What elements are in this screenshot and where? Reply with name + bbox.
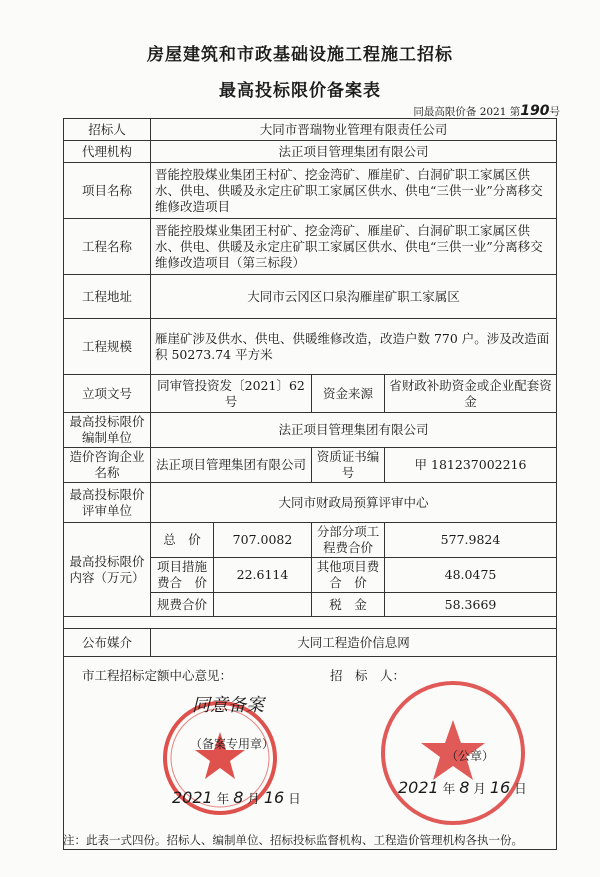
scale-value: 雁崖矿涉及供水、供电、供暖维修改造，改造户数 770 户。涉及改造面积 50273.74 平方米 (151, 319, 557, 375)
subitem-label: 分部分项工程费合价 (312, 523, 385, 558)
fee-label: 规费合价 (151, 593, 214, 617)
footnote: 注：此表一式四份。招标人、编制单位、招标投标监督机构、工程造价管理机构各执一份。 (63, 833, 523, 847)
other-label: 其他项目费合 价 (312, 558, 385, 593)
agency-value: 法正项目管理集团有限公司 (151, 141, 557, 163)
row-review (64, 483, 557, 523)
filing-date-d: 日 (288, 791, 301, 806)
tenderer-date-year: 2021 (398, 778, 439, 797)
price-label: 最高投标限价内容（万元） (64, 523, 151, 617)
compiler-value: 法正项目管理集团有限公司 (151, 413, 557, 448)
doc-number-handwritten: 190 (520, 103, 550, 119)
row-project-name (64, 163, 557, 219)
row-scale (64, 319, 557, 375)
row-media (64, 629, 557, 657)
media-value: 大同工程造价信息网 (151, 629, 557, 657)
project-name-label: 项目名称 (64, 163, 151, 219)
tax-value: 58.3669 (385, 593, 557, 617)
review-value: 大同市财政局预算评审中心 (151, 483, 557, 523)
scale-label: 工程规模 (64, 319, 151, 375)
measures-value: 22.6114 (214, 558, 312, 593)
center-opinion-label: 市工程招标定额中心意见： (82, 668, 233, 683)
total-label: 总 价 (151, 523, 214, 558)
filing-seal-note: （备案专用章） (190, 737, 275, 751)
engineering-name-value: 晋能控股煤业集团王村矿、挖金湾矿、雁崖矿、白洞矿职工家属区供水、供电、供暖及永定庄矿职工家属区供水、供电“三供一业”分离移交维修改造项目（第三标段） (151, 219, 557, 275)
row-price-total (64, 523, 557, 558)
spacer-cell (64, 617, 557, 629)
tenderer-value: 大同市晋瑞物业管理有限责任公司 (151, 119, 557, 141)
row-address (64, 275, 557, 319)
other-value: 48.0475 (385, 558, 557, 593)
doc-number (413, 103, 560, 119)
row-engineering-name (64, 219, 557, 275)
cert-value: 甲 181237002216 (385, 448, 557, 483)
review-label: 最高投标限价评审单位 (64, 483, 151, 523)
subitem-value: 577.9824 (385, 523, 557, 558)
fee-value (214, 593, 312, 617)
approval-value: 同审管投资发〔2021〕62 号 (151, 375, 312, 413)
doc-title-line2: 最高投标限价备案表 (219, 81, 381, 101)
tenderer-date-m: 月 (473, 781, 486, 796)
total-value: 707.0082 (214, 523, 312, 558)
tenderer-label: 招标人 (64, 119, 151, 141)
funding-label: 资金来源 (312, 375, 385, 413)
filing-form-table (63, 118, 557, 850)
company-seal-note: （公章） (446, 749, 495, 763)
doc-title-line1: 房屋建筑和市政基础设施工程施工招标 (147, 45, 453, 65)
row-spacer (64, 617, 557, 629)
approval-handwriting: 同意备案 (192, 695, 264, 716)
row-agency (64, 141, 557, 163)
engineering-name-label: 工程名称 (64, 219, 151, 275)
address-value: 大同市云冈区口泉沟雁崖矿职工家属区 (151, 275, 557, 319)
filing-date-m: 月 (247, 791, 260, 806)
doc-number-prefix: 同最高限价备 2021 第 (413, 106, 521, 118)
signature-cell (64, 657, 557, 850)
tax-label: 税 金 (312, 593, 385, 617)
filing-date-y: 年 (216, 791, 230, 806)
filing-date (172, 790, 301, 807)
row-signatures (64, 657, 557, 850)
doc-number-suffix: 号 (549, 106, 560, 118)
filing-date-day: 16 (263, 788, 285, 807)
compiler-label: 最高投标限价编制单位 (64, 413, 151, 448)
tenderer-date (398, 780, 527, 797)
media-label: 公布媒介 (64, 629, 151, 657)
tenderer-date-d: 日 (514, 781, 527, 796)
measures-label: 项目措施费合 价 (151, 558, 214, 593)
approval-label: 立项文号 (64, 375, 151, 413)
row-consult-cert (64, 448, 557, 483)
consult-label: 造价咨询企业名称 (64, 448, 151, 483)
tenderer-sign-label: 招 标 人： (330, 668, 406, 683)
project-name-value: 晋能控股煤业集团王村矿、挖金湾矿、雁崖矿、白洞矿职工家属区供水、供电、供暖及永定庄矿职工家属区供水、供电“三供一业”分离移交维修改造项目 (151, 163, 557, 219)
filing-date-month: 8 (233, 788, 244, 807)
address-label: 工程地址 (64, 275, 151, 319)
tenderer-date-month: 8 (459, 778, 470, 797)
tenderer-date-y: 年 (442, 781, 456, 796)
agency-label: 代理机构 (64, 141, 151, 163)
tenderer-date-day: 16 (489, 778, 511, 797)
consult-value: 法正项目管理集团有限公司 (151, 448, 312, 483)
funding-value: 省财政补助资金或企业配套资金 (385, 375, 557, 413)
row-compiler (64, 413, 557, 448)
cert-label: 资质证书编 号 (312, 448, 385, 483)
row-approval-funding (64, 375, 557, 413)
row-tenderer (64, 119, 557, 141)
filing-date-year: 2021 (172, 788, 213, 807)
